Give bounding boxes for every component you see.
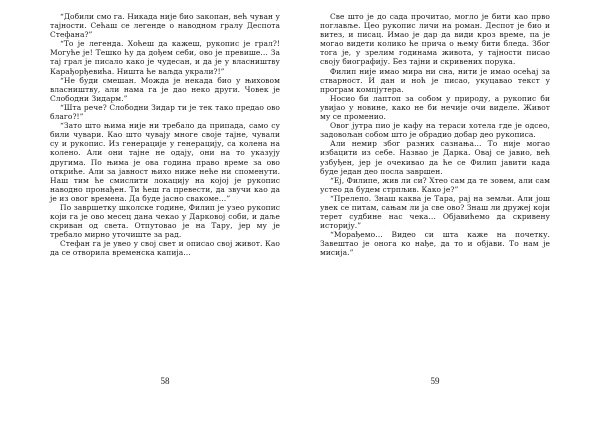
paragraph: Стефан га је увео у свој свет и описао свој живот. Као да се отворила временска капија… <box>50 239 280 258</box>
paragraph: “Морађемо… Видео си шта каже на почетку. Завештао је онога ко нађе, да то и објави. То нам је мисија.” <box>320 230 550 258</box>
paragraph: “Прелепо. Знаш каква је Тара, рај на земљи. Али још увек се питам, сањам ли ја све ово? Знаш ли дружеј који терет судбине нас чека… Објавићемо да скривену историју.” <box>320 193 550 231</box>
paragraph: Све што је до сада прочитао, могло је бити као прво поглавље. Цео рукопис личи на роман. Деспот је био и витез, и писац. Имао је дар да види кроз време, па је могао видети колико ће прича о њему бити бледа. Због тога је, у зрелим годинама живота, у тајности писао своју биографију. Без тајни и скривених порука. <box>320 12 550 67</box>
paragraph: Носио би лаптоп за собом у природу, а рукопис би увијао у новине, како не би нечије очи виделе. Живот му се променио. <box>320 93 550 122</box>
right-page-text <box>320 12 550 258</box>
paragraph: Овог јутра пио је кафу на тераси хотела где је одсео, задовољан собом што је обрадио добар део рукописа. <box>320 121 550 140</box>
paragraph: “Зато што њима није ни требало да припада, само су били чувари. Као што чувају многе своје тајне, чували су и рукопис. Из генерације у генерацију, са колена на колено. Али они тајне не одају, они на то указују другима. По њима је ова година право време за ово откриће. Али за јавност њихо ниже неће ни споменути. Наш тим ће смислити локацију на којој је рукопис наводно пронађен. Ти ћеш га превести, да звучи као да је из овог времена. Да буде јасно свакоме…” <box>50 121 280 203</box>
paragraph: “Не буди смешан. Можда је некада био у њиховом власништву, али нама га је дао неко други. Човек је Слободни Зидарм.” <box>50 75 280 103</box>
paragraph: “Добили смо га. Никада није био закопан, већ чуван у тајности. Сећаш се легенде о наводном гралу Деспота Стефана?” <box>50 12 280 40</box>
paragraph: Али немир због разних сазнања… То није могао избацити из себе. Назвао је Дарка. Овај се јавио, већ узбуђен, јер је очекивао да ће се Филип јавити када буде један део посла завршен. <box>320 139 550 176</box>
paragraph: “То је легенда. Хоћеш да кажеш, рукопис је грал?! Могуће је! Тешко ћу да дођем себи, ово је превише… За тај грал је писало како је чудесан, и да је у власништву Карађорђевића. Ништа ће ваљда украли?!” <box>50 39 280 76</box>
paragraph: Филип није имао мира ни сна, нити је имао осећај за стварност. И дан и ноћ је писао, укуцавао текст у програм компјутера. <box>320 66 550 94</box>
left-page-text <box>50 12 280 258</box>
paragraph: “Шта рече? Слободни Зидар ти је тек тако предао ово благо?!” <box>50 102 280 122</box>
page-number-right: 59 <box>430 376 440 386</box>
paragraph: По завршетку школске године, Филип је узео рукопис који га је ово месец дана чекао у Дарковој соби, и даље скриван од света. Отпутовао је на Тару, јер му је требало мирно уточиште за рад. <box>50 202 280 240</box>
paragraph: “Ej, Филипе, жив ли си? Хтео сам да те зовем, али сам устео да будем стрпљив. Како је?” <box>320 175 550 194</box>
left-page <box>50 12 280 412</box>
page-number-left: 58 <box>160 376 170 386</box>
right-page <box>320 12 550 412</box>
